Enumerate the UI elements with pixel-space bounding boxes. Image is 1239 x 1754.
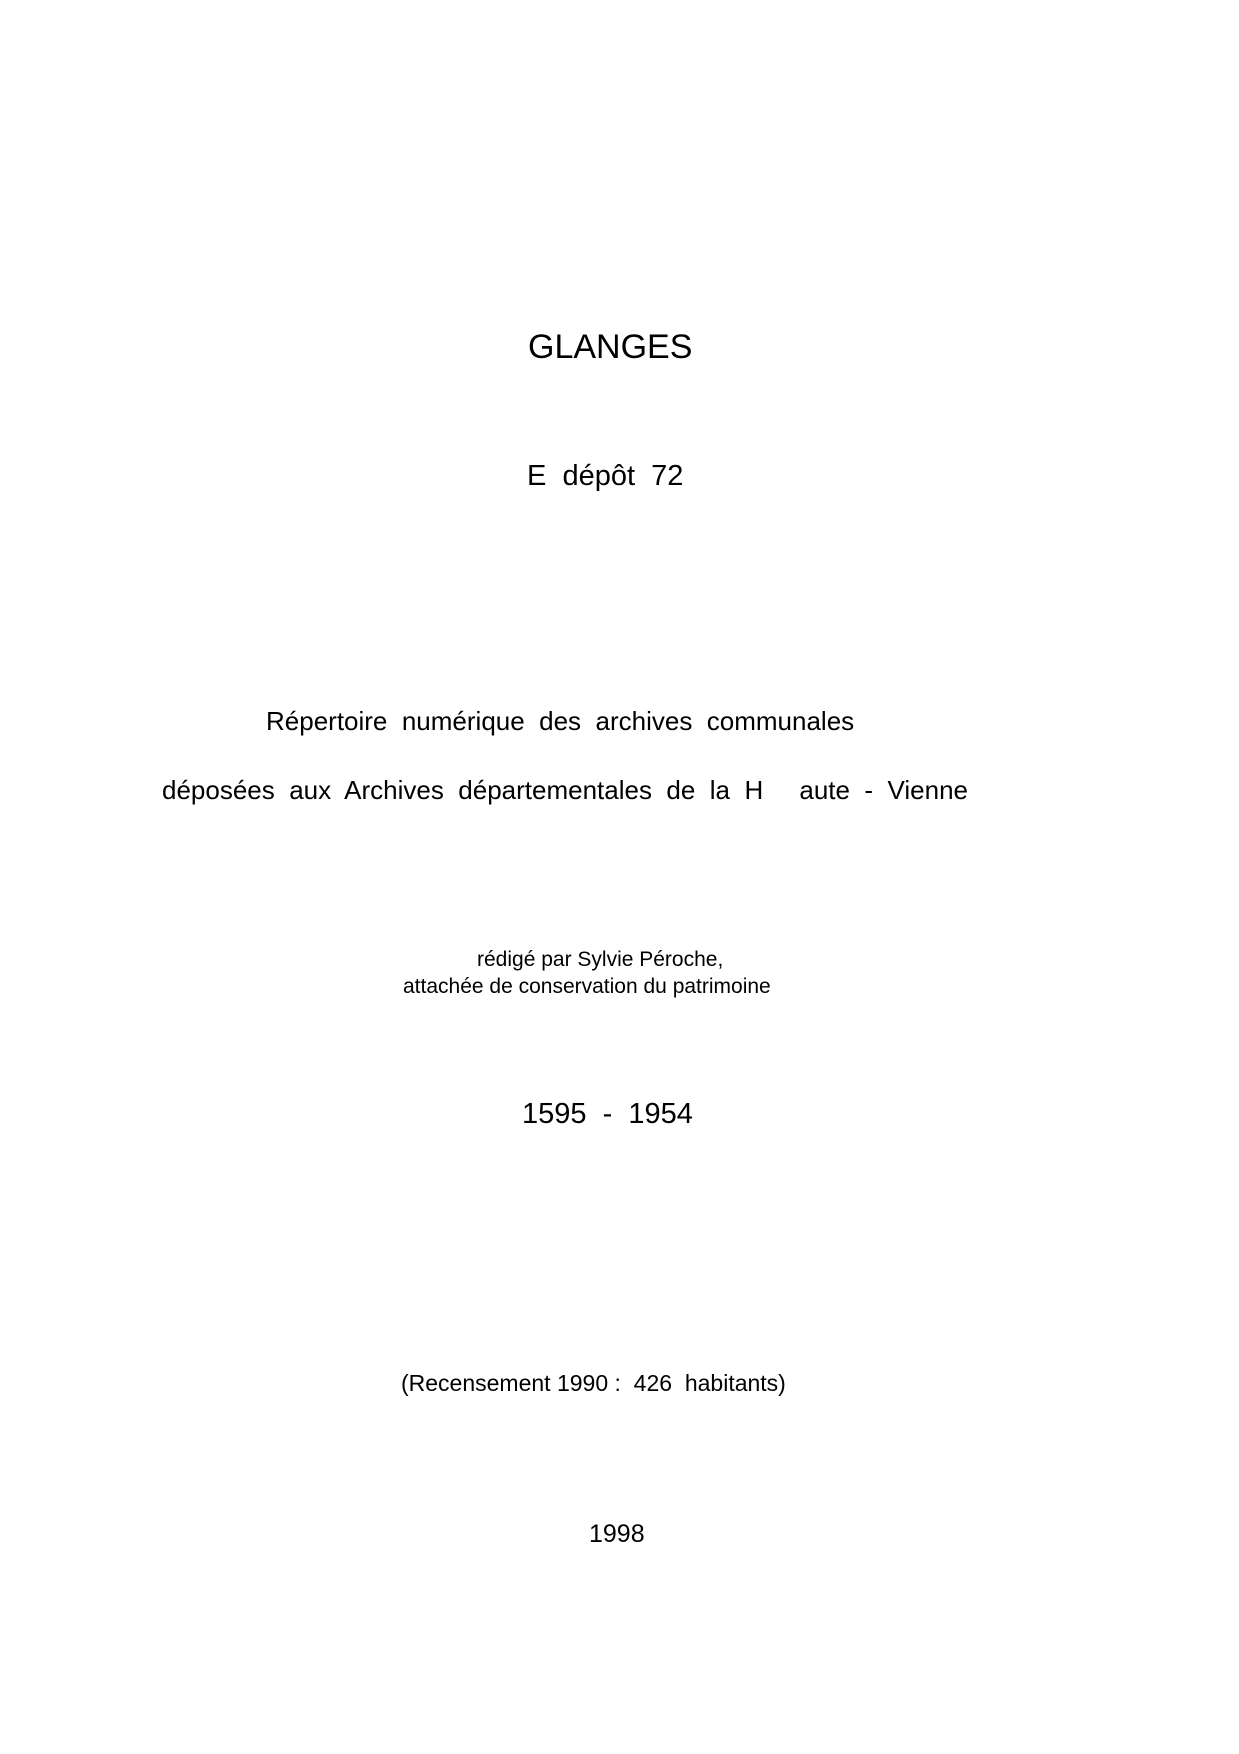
description-line-2: déposées aux Archives départementales de la H aute - Vienne xyxy=(162,775,968,805)
publication-year: 1998 xyxy=(589,1520,645,1548)
census-note: (Recensement 1990 : 426 habitants) xyxy=(401,1370,786,1396)
document-title: GLANGES xyxy=(528,328,693,366)
description-line-1: Répertoire numérique des archives communales xyxy=(266,706,855,736)
author-line-2: attachée de conservation du patrimoine xyxy=(403,975,771,998)
author-line-1: rédigé par Sylvie Péroche, xyxy=(477,948,724,971)
date-range: 1595 - 1954 xyxy=(522,1098,693,1130)
document-reference: E dépôt 72 xyxy=(527,460,684,492)
